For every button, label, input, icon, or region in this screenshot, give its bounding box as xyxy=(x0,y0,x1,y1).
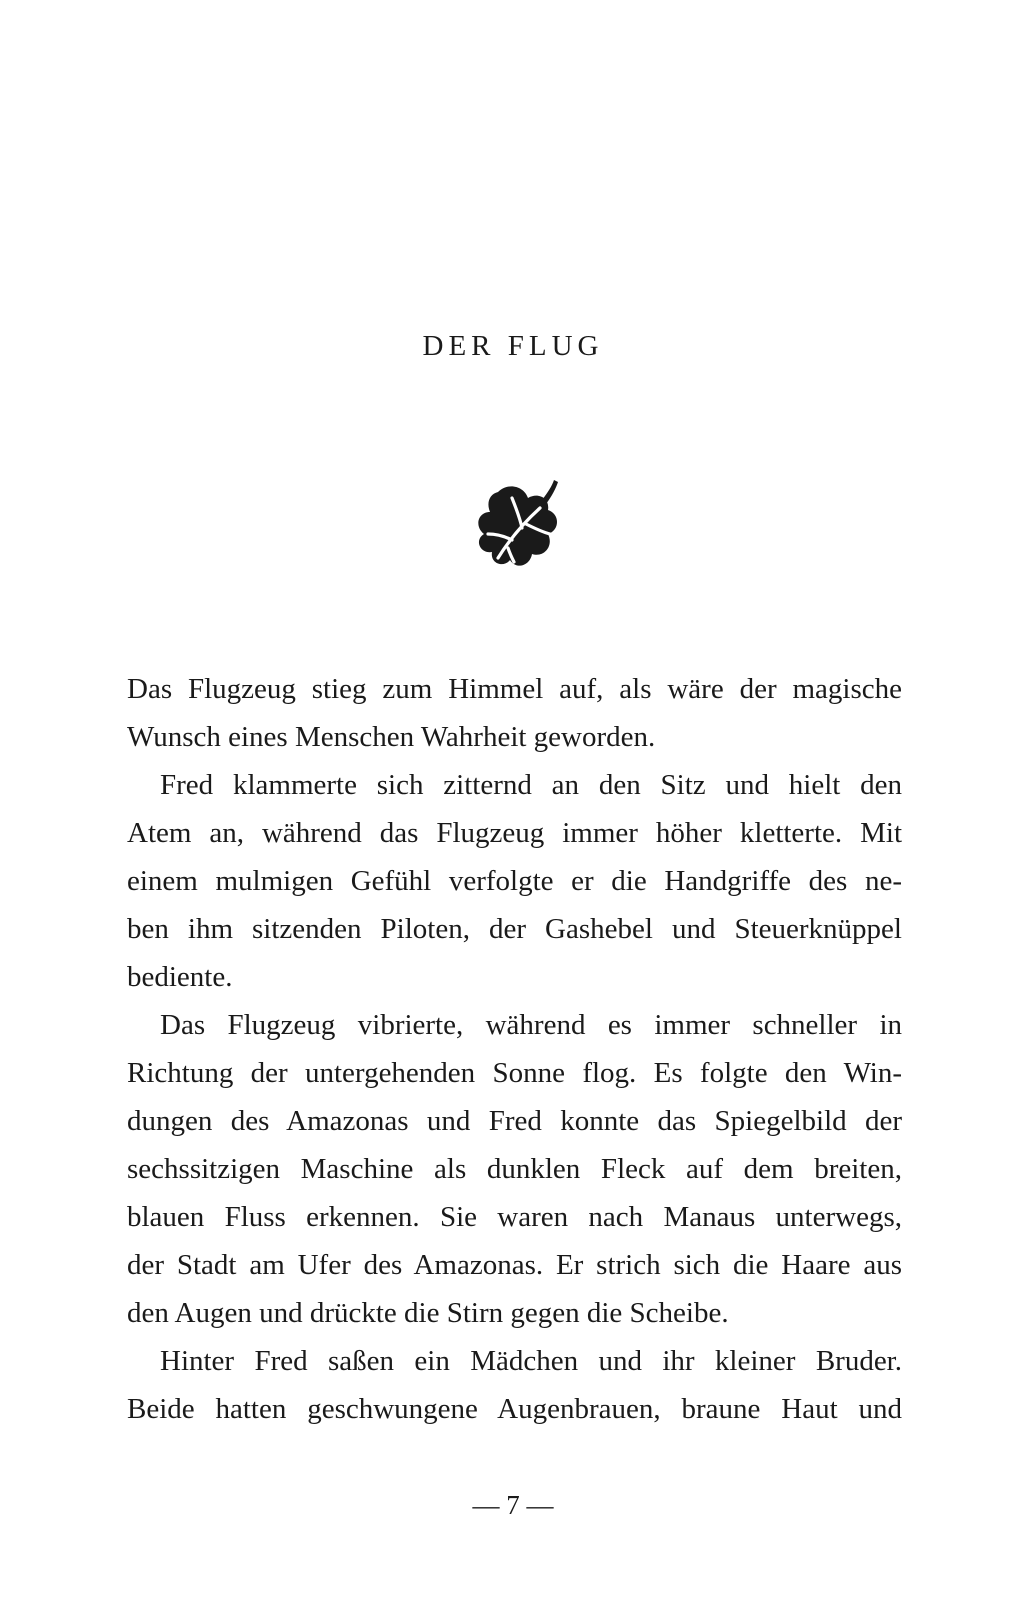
text-line: sechssitzigen Maschine als dunklen Fleck auf dem breiten, xyxy=(127,1153,902,1185)
text-line: der Stadt am Ufer des Amazonas. Er strich sich die Haare aus xyxy=(127,1249,902,1281)
page-number: — 7 — xyxy=(472,1490,554,1520)
text-line: Das Flugzeug vibrierte, während es immer schneller in xyxy=(160,1009,902,1041)
text-line: Hinter Fred saßen ein Mädchen und ihr kleiner Bruder. xyxy=(160,1345,902,1377)
text-line: blauen Fluss erkennen. Sie waren nach Manaus unterwegs, xyxy=(127,1201,902,1233)
text-line: den Augen und drückte die Stirn gegen die Scheibe. xyxy=(127,1297,729,1329)
chapter-title: DER FLUG xyxy=(422,330,604,362)
text-line: Fred klammerte sich zitternd an den Sitz und hielt den xyxy=(160,769,902,801)
text-line: Das Flugzeug stieg zum Himmel auf, als wäre der magische xyxy=(127,673,902,705)
text-line: ben ihm sitzenden Piloten, der Gashebel und Steuerknüppel xyxy=(127,913,902,945)
text-line: Wunsch eines Menschen Wahrheit geworden. xyxy=(127,721,656,753)
text-line: Atem an, während das Flugzeug immer höher kletterte. Mit xyxy=(127,817,902,849)
text-line: dungen des Amazonas und Fred konnte das Spiegelbild der xyxy=(127,1105,902,1137)
body-text xyxy=(127,665,902,1433)
text-line: Beide hatten geschwungene Augenbrauen, braune Haut und xyxy=(127,1393,902,1425)
text-line: einem mulmigen Gefühl verfolgte er die Handgriffe des ne- xyxy=(127,865,902,897)
leaf-ornament-icon xyxy=(468,478,568,578)
text-line: bediente. xyxy=(127,961,233,993)
text-line: Richtung der untergehenden Sonne flog. Es folgte den Win- xyxy=(127,1057,902,1089)
